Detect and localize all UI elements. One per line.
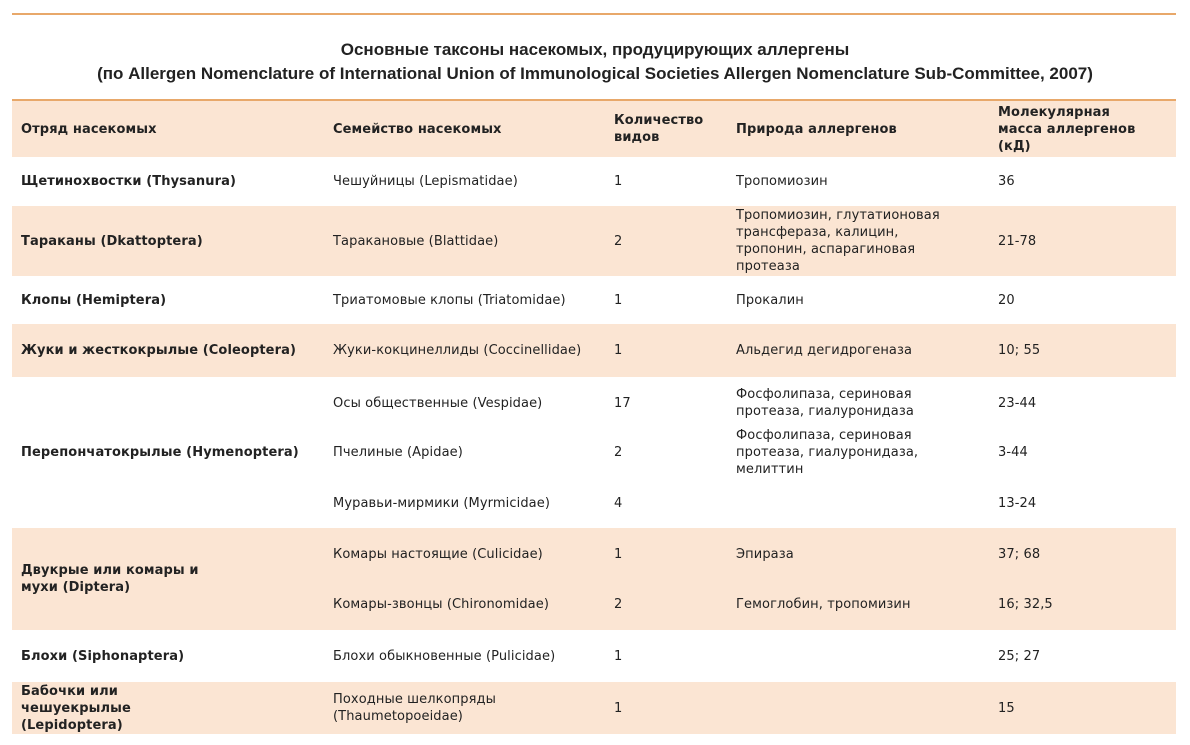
family-cell: Триатомовые клопы (Triatomidae): [333, 292, 566, 308]
count-cell: 2: [614, 444, 623, 460]
family-cell: Пчелиные (Apidae): [333, 444, 463, 460]
order-cell: Бабочки или чешуекрылые (Lepidoptera): [21, 683, 131, 733]
nature-cell: [736, 630, 991, 682]
order-cell: Клопы (Hemiptera): [21, 292, 167, 308]
count-cell: 1: [614, 292, 623, 308]
mass-cell: 25; 27: [998, 648, 1041, 664]
sub-row: [12, 425, 1176, 479]
order-cell: Двукрые или комары и мухи (Diptera): [21, 563, 199, 595]
count-cell: 1: [614, 648, 623, 664]
mass-cell: 37; 68: [998, 546, 1041, 562]
nature-cell: Альдегид дегидрогеназа: [736, 343, 913, 358]
family-cell: Комары настоящие (Culicidae): [333, 546, 543, 562]
nature-cell: [736, 682, 991, 734]
family-cell: Жуки-кокцинеллиды (Coccinellidae): [333, 343, 582, 358]
nature-cell: Тропомиозин, глутатионовая трансфераза, калицин, тропонин, аспарагиновая протеаза: [736, 208, 940, 274]
count-cell: 1: [614, 174, 623, 189]
table-row: [12, 276, 1176, 324]
mass-cell: 10; 55: [998, 343, 1041, 358]
table-header-row: [12, 101, 1176, 157]
sub-row: [12, 528, 1176, 580]
family-cell: Осы общественные (Vespidae): [333, 395, 543, 411]
count-cell: 1: [614, 700, 623, 716]
nature-cell: [736, 479, 991, 527]
table-row: [12, 377, 1176, 528]
header-family: Семейство насекомых: [333, 121, 502, 137]
count-cell: 4: [614, 495, 623, 511]
order-cell: Щетинохвостки (Thysanura): [21, 174, 237, 189]
table-row: [12, 157, 1176, 206]
count-cell: 2: [614, 596, 623, 612]
mass-cell: 23-44: [998, 395, 1037, 411]
table-row: [12, 682, 1176, 734]
title-line-1: Основные таксоны насекомых, продуцирующих аллергены: [340, 40, 850, 59]
order-cell: Перепончатокрылые (Hymenoptera): [21, 445, 299, 460]
nature-cell: Прокалин: [736, 292, 804, 308]
count-cell: 2: [614, 233, 623, 249]
title-line-2: (по Allergen Nomenclature of International Union of Immunological Societies Allergen Nomenclature Sub-Committee, 2007): [97, 64, 1093, 83]
family-cell: Блохи обыкновенные (Pulicidae): [333, 648, 556, 664]
family-cell: Чешуйницы (Lepismatidae): [333, 174, 518, 189]
mass-cell: 15: [998, 700, 1015, 716]
family-cell: Походные шелкопряды (Thaumetopoeidae): [333, 692, 496, 724]
order-cell: Блохи (Siphonaptera): [21, 648, 185, 664]
mass-cell: 36: [998, 174, 1015, 189]
order-cell: Тараканы (Dkattoptera): [21, 233, 203, 249]
top-divider: [12, 13, 1176, 15]
mass-cell: 20: [998, 292, 1015, 308]
header-count: Количество видов: [614, 113, 704, 145]
count-cell: 17: [614, 395, 631, 411]
count-cell: 1: [614, 343, 623, 358]
page-title: [0, 38, 1190, 86]
nature-cell: Гемоглобин, тропомизин: [736, 596, 911, 612]
family-cell: Комары-звонцы (Chironomidae): [333, 596, 550, 612]
family-cell: Муравьи-мирмики (Myrmicidae): [333, 495, 551, 511]
table-row: [12, 324, 1176, 377]
nature-cell: Эпираза: [736, 546, 794, 562]
family-cell: Таракановые (Blattidae): [333, 233, 499, 249]
nature-cell: Фосфолипаза, сериновая протеаза, гиалуронидаза: [736, 387, 914, 419]
mass-cell: 21-78: [998, 233, 1037, 249]
header-nature: Природа аллергенов: [736, 121, 897, 137]
sub-row: [12, 578, 1176, 630]
sub-row: [12, 479, 1176, 527]
mass-cell: 13-24: [998, 495, 1037, 511]
nature-cell: Фосфолипаза, сериновая протеаза, гиалуронидаза, мелиттин: [736, 427, 919, 477]
header-order: Отряд насекомых: [21, 121, 157, 137]
table-row: [12, 528, 1176, 630]
mass-cell: 3-44: [998, 444, 1028, 460]
mass-cell: 16; 32,5: [998, 596, 1053, 612]
sub-row: [12, 377, 1176, 429]
header-mass: Молекулярная масса аллергенов (кД): [998, 104, 1136, 154]
nature-cell: Тропомиозин: [736, 174, 828, 189]
table-row: [12, 206, 1176, 276]
count-cell: 1: [614, 546, 623, 562]
table-row: [12, 630, 1176, 682]
order-cell: Жуки и жесткокрылые (Coleoptera): [21, 343, 297, 358]
